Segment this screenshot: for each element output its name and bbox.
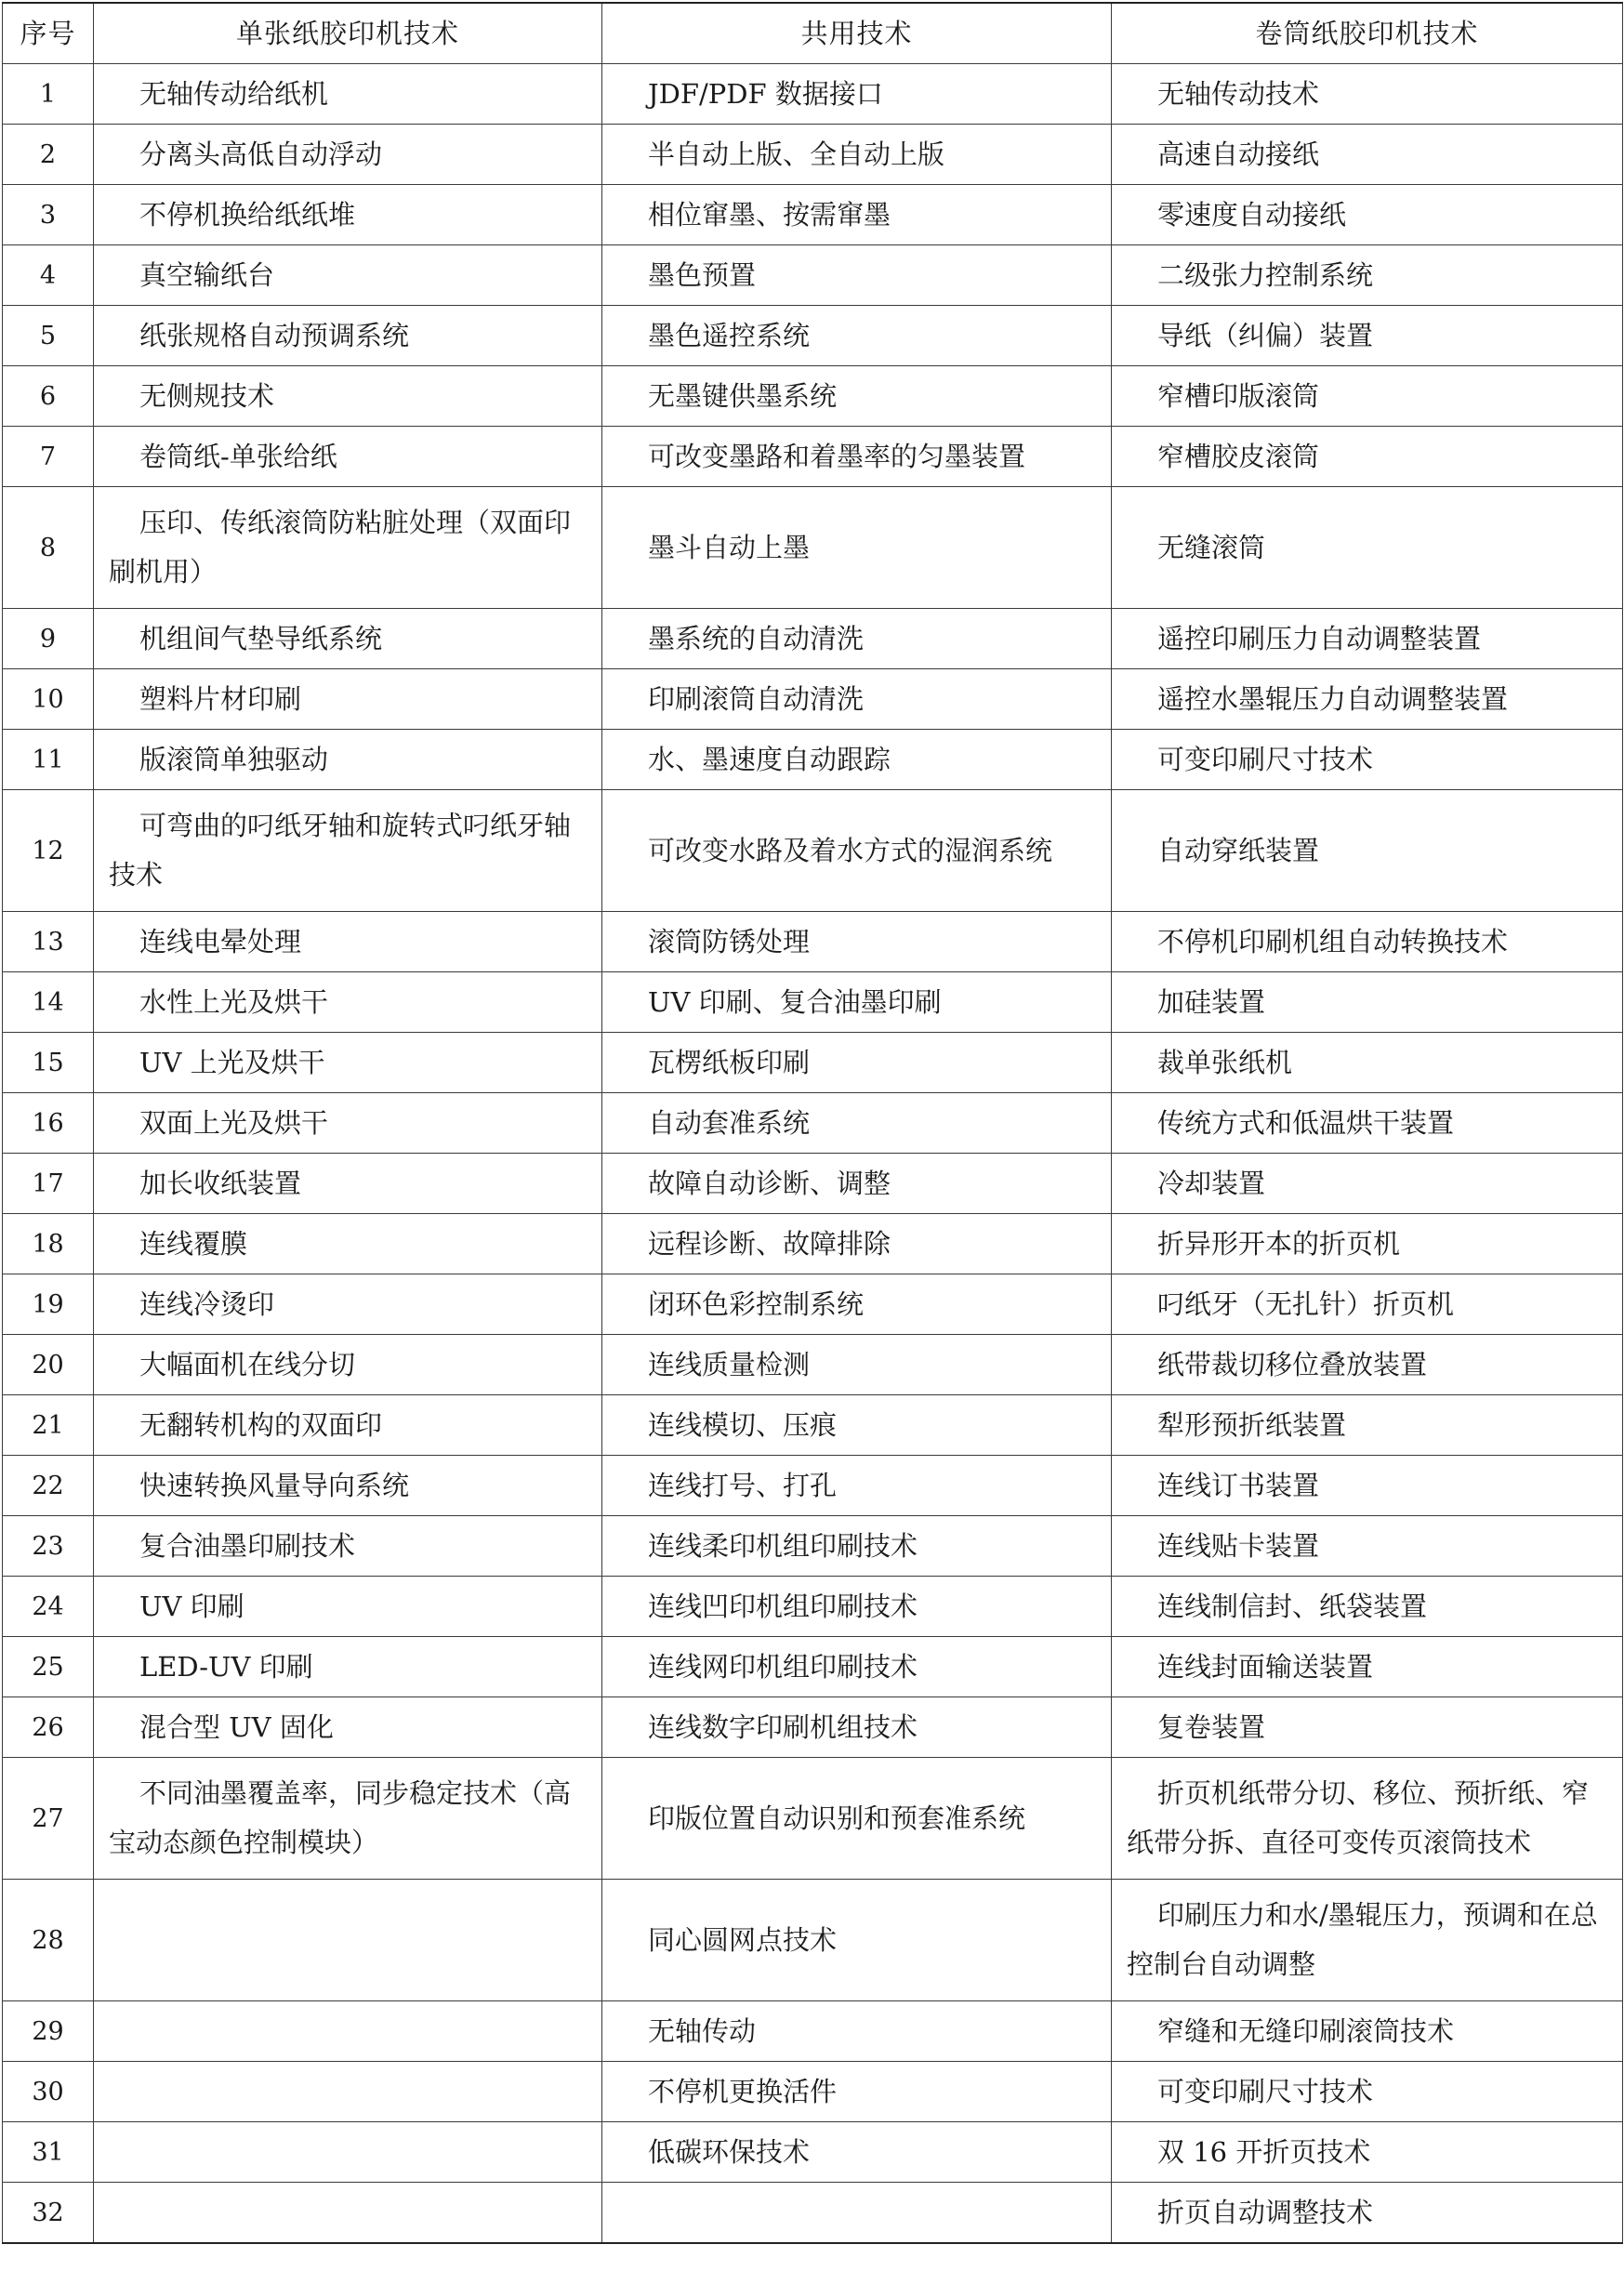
cell-sheetfed-tech: 不同油墨覆盖率，同步稳定技术（高宝动态颜色控制模块） xyxy=(94,1758,602,1880)
table-row xyxy=(3,1033,1623,1093)
table-row xyxy=(3,1697,1623,1758)
table-row xyxy=(3,1335,1623,1395)
cell-webfed-tech: 连线贴卡装置 xyxy=(1112,1516,1623,1577)
cell-webfed-tech: 传统方式和低温烘干装置 xyxy=(1112,1093,1623,1154)
table-row xyxy=(3,1577,1623,1637)
cell-sheetfed-tech: 分离头高低自动浮动 xyxy=(94,125,602,185)
cell-common-tech: 印刷滚筒自动清洗 xyxy=(602,669,1112,730)
cell-common-tech: 低碳环保技术 xyxy=(602,2122,1112,2183)
cell-common-tech: 不停机更换活件 xyxy=(602,2062,1112,2122)
cell-common-tech: 墨色遥控系统 xyxy=(602,306,1112,366)
cell-webfed-tech: 裁单张纸机 xyxy=(1112,1033,1623,1093)
cell-common-tech: 瓦楞纸板印刷 xyxy=(602,1033,1112,1093)
cell-index: 27 xyxy=(3,1758,94,1880)
cell-index: 31 xyxy=(3,2122,94,2183)
cell-index: 3 xyxy=(3,185,94,245)
cell-index: 7 xyxy=(3,427,94,487)
cell-webfed-tech: 折页自动调整技术 xyxy=(1112,2183,1623,2244)
cell-common-tech: 连线质量检测 xyxy=(602,1335,1112,1395)
cell-sheetfed-tech xyxy=(94,2001,602,2062)
table-row xyxy=(3,2001,1623,2062)
table-row xyxy=(3,1637,1623,1697)
cell-common-tech: 墨斗自动上墨 xyxy=(602,487,1112,609)
cell-sheetfed-tech: 水性上光及烘干 xyxy=(94,972,602,1033)
cell-sheetfed-tech: 快速转换风量导向系统 xyxy=(94,1456,602,1516)
table-header xyxy=(3,3,1623,64)
cell-sheetfed-tech: 无轴传动给纸机 xyxy=(94,64,602,125)
cell-sheetfed-tech: 压印、传纸滚筒防粘脏处理（双面印刷机用） xyxy=(94,487,602,609)
cell-sheetfed-tech: 无翻转机构的双面印 xyxy=(94,1395,602,1456)
table-row xyxy=(3,972,1623,1033)
header-index: 序号 xyxy=(3,3,94,64)
cell-webfed-tech: 零速度自动接纸 xyxy=(1112,185,1623,245)
header-common-tech: 共用技术 xyxy=(602,3,1112,64)
cell-index: 19 xyxy=(3,1274,94,1335)
cell-common-tech: 自动套准系统 xyxy=(602,1093,1112,1154)
cell-index: 5 xyxy=(3,306,94,366)
cell-sheetfed-tech: 卷筒纸-单张给纸 xyxy=(94,427,602,487)
table-row xyxy=(3,2122,1623,2183)
cell-webfed-tech: 连线订书装置 xyxy=(1112,1456,1623,1516)
cell-sheetfed-tech xyxy=(94,1880,602,2001)
cell-common-tech: 故障自动诊断、调整 xyxy=(602,1154,1112,1214)
cell-index: 16 xyxy=(3,1093,94,1154)
cell-index: 29 xyxy=(3,2001,94,2062)
cell-sheetfed-tech: 不停机换给纸纸堆 xyxy=(94,185,602,245)
cell-webfed-tech: 叼纸牙（无扎针）折页机 xyxy=(1112,1274,1623,1335)
cell-common-tech: 水、墨速度自动跟踪 xyxy=(602,730,1112,790)
cell-webfed-tech: 纸带裁切移位叠放装置 xyxy=(1112,1335,1623,1395)
cell-webfed-tech: 印刷压力和水/墨辊压力，预调和在总控制台自动调整 xyxy=(1112,1880,1623,2001)
cell-common-tech: UV 印刷、复合油墨印刷 xyxy=(602,972,1112,1033)
table-row xyxy=(3,64,1623,125)
cell-webfed-tech: 窄槽印版滚筒 xyxy=(1112,366,1623,427)
cell-sheetfed-tech: UV 上光及烘干 xyxy=(94,1033,602,1093)
cell-sheetfed-tech: 塑料片材印刷 xyxy=(94,669,602,730)
table-row xyxy=(3,730,1623,790)
cell-webfed-tech: 无轴传动技术 xyxy=(1112,64,1623,125)
cell-webfed-tech: 折页机纸带分切、移位、预折纸、窄纸带分拆、直径可变传页滚筒技术 xyxy=(1112,1758,1623,1880)
table-row xyxy=(3,2183,1623,2244)
cell-sheetfed-tech: 加长收纸装置 xyxy=(94,1154,602,1214)
cell-index: 24 xyxy=(3,1577,94,1637)
cell-common-tech: 连线模切、压痕 xyxy=(602,1395,1112,1456)
cell-common-tech: 连线柔印机组印刷技术 xyxy=(602,1516,1112,1577)
header-sheetfed-tech: 单张纸胶印机技术 xyxy=(94,3,602,64)
table-row xyxy=(3,790,1623,912)
table-row xyxy=(3,609,1623,669)
cell-common-tech: 连线凹印机组印刷技术 xyxy=(602,1577,1112,1637)
cell-index: 26 xyxy=(3,1697,94,1758)
table-row xyxy=(3,2062,1623,2122)
cell-common-tech: 连线打号、打孔 xyxy=(602,1456,1112,1516)
cell-webfed-tech: 导纸（纠偏）装置 xyxy=(1112,306,1623,366)
table-row xyxy=(3,1214,1623,1274)
cell-index: 14 xyxy=(3,972,94,1033)
cell-sheetfed-tech xyxy=(94,2122,602,2183)
table-row xyxy=(3,366,1623,427)
cell-webfed-tech: 复卷装置 xyxy=(1112,1697,1623,1758)
table-row xyxy=(3,1395,1623,1456)
cell-common-tech: 墨系统的自动清洗 xyxy=(602,609,1112,669)
cell-sheetfed-tech: 版滚筒单独驱动 xyxy=(94,730,602,790)
table-row xyxy=(3,245,1623,306)
cell-index: 12 xyxy=(3,790,94,912)
cell-sheetfed-tech: 纸张规格自动预调系统 xyxy=(94,306,602,366)
cell-index: 4 xyxy=(3,245,94,306)
cell-webfed-tech: 连线制信封、纸袋装置 xyxy=(1112,1577,1623,1637)
cell-index: 22 xyxy=(3,1456,94,1516)
cell-webfed-tech: 遥控水墨辊压力自动调整装置 xyxy=(1112,669,1623,730)
cell-index: 1 xyxy=(3,64,94,125)
cell-index: 2 xyxy=(3,125,94,185)
cell-index: 10 xyxy=(3,669,94,730)
table-row xyxy=(3,125,1623,185)
cell-index: 9 xyxy=(3,609,94,669)
cell-sheetfed-tech: 连线覆膜 xyxy=(94,1214,602,1274)
cell-sheetfed-tech: 复合油墨印刷技术 xyxy=(94,1516,602,1577)
cell-common-tech: 可改变水路及着水方式的湿润系统 xyxy=(602,790,1112,912)
cell-sheetfed-tech: 连线电晕处理 xyxy=(94,912,602,972)
table-row xyxy=(3,1093,1623,1154)
printing-technology-table xyxy=(2,2,1623,2244)
cell-sheetfed-tech: 连线冷烫印 xyxy=(94,1274,602,1335)
cell-common-tech: 印版位置自动识别和预套准系统 xyxy=(602,1758,1112,1880)
cell-sheetfed-tech xyxy=(94,2183,602,2244)
cell-webfed-tech: 窄缝和无缝印刷滚筒技术 xyxy=(1112,2001,1623,2062)
table-row xyxy=(3,185,1623,245)
cell-index: 11 xyxy=(3,730,94,790)
cell-webfed-tech: 折异形开本的折页机 xyxy=(1112,1214,1623,1274)
cell-index: 6 xyxy=(3,366,94,427)
table-row xyxy=(3,1154,1623,1214)
printing-technology-table-container xyxy=(2,2,1622,2244)
cell-index: 28 xyxy=(3,1880,94,2001)
cell-webfed-tech: 自动穿纸装置 xyxy=(1112,790,1623,912)
cell-webfed-tech: 双 16 开折页技术 xyxy=(1112,2122,1623,2183)
cell-sheetfed-tech: UV 印刷 xyxy=(94,1577,602,1637)
table-row xyxy=(3,1456,1623,1516)
cell-common-tech: 连线网印机组印刷技术 xyxy=(602,1637,1112,1697)
cell-sheetfed-tech: 混合型 UV 固化 xyxy=(94,1697,602,1758)
cell-common-tech: 闭环色彩控制系统 xyxy=(602,1274,1112,1335)
cell-webfed-tech: 可变印刷尺寸技术 xyxy=(1112,730,1623,790)
table-row xyxy=(3,1516,1623,1577)
cell-webfed-tech: 冷却装置 xyxy=(1112,1154,1623,1214)
cell-index: 21 xyxy=(3,1395,94,1456)
cell-index: 8 xyxy=(3,487,94,609)
cell-index: 17 xyxy=(3,1154,94,1214)
table-row xyxy=(3,1274,1623,1335)
cell-common-tech: 同心圆网点技术 xyxy=(602,1880,1112,2001)
cell-common-tech: 半自动上版、全自动上版 xyxy=(602,125,1112,185)
cell-index: 13 xyxy=(3,912,94,972)
table-body xyxy=(3,64,1623,2244)
table-row xyxy=(3,669,1623,730)
cell-webfed-tech: 加硅装置 xyxy=(1112,972,1623,1033)
cell-index: 18 xyxy=(3,1214,94,1274)
cell-webfed-tech: 遥控印刷压力自动调整装置 xyxy=(1112,609,1623,669)
cell-sheetfed-tech: 机组间气垫导纸系统 xyxy=(94,609,602,669)
table-row xyxy=(3,1758,1623,1880)
header-webfed-tech: 卷筒纸胶印机技术 xyxy=(1112,3,1623,64)
header-row xyxy=(3,3,1623,64)
cell-index: 23 xyxy=(3,1516,94,1577)
cell-webfed-tech: 连线封面输送装置 xyxy=(1112,1637,1623,1697)
cell-common-tech: 可改变墨路和着墨率的匀墨装置 xyxy=(602,427,1112,487)
cell-common-tech xyxy=(602,2183,1112,2244)
cell-sheetfed-tech: 双面上光及烘干 xyxy=(94,1093,602,1154)
cell-sheetfed-tech: 无侧规技术 xyxy=(94,366,602,427)
table-row xyxy=(3,306,1623,366)
table-row xyxy=(3,427,1623,487)
cell-index: 32 xyxy=(3,2183,94,2244)
table-row xyxy=(3,1880,1623,2001)
cell-sheetfed-tech: 大幅面机在线分切 xyxy=(94,1335,602,1395)
cell-common-tech: 墨色预置 xyxy=(602,245,1112,306)
cell-sheetfed-tech: 可弯曲的叼纸牙轴和旋转式叼纸牙轴技术 xyxy=(94,790,602,912)
cell-index: 15 xyxy=(3,1033,94,1093)
cell-webfed-tech: 犁形预折纸装置 xyxy=(1112,1395,1623,1456)
cell-common-tech: 远程诊断、故障排除 xyxy=(602,1214,1112,1274)
cell-webfed-tech: 高速自动接纸 xyxy=(1112,125,1623,185)
cell-common-tech: 无墨键供墨系统 xyxy=(602,366,1112,427)
cell-index: 20 xyxy=(3,1335,94,1395)
table-row xyxy=(3,912,1623,972)
cell-webfed-tech: 无缝滚筒 xyxy=(1112,487,1623,609)
cell-webfed-tech: 不停机印刷机组自动转换技术 xyxy=(1112,912,1623,972)
cell-sheetfed-tech: LED-UV 印刷 xyxy=(94,1637,602,1697)
cell-common-tech: 连线数字印刷机组技术 xyxy=(602,1697,1112,1758)
cell-webfed-tech: 窄槽胶皮滚筒 xyxy=(1112,427,1623,487)
cell-common-tech: 滚筒防锈处理 xyxy=(602,912,1112,972)
cell-webfed-tech: 可变印刷尺寸技术 xyxy=(1112,2062,1623,2122)
table-row xyxy=(3,487,1623,609)
cell-webfed-tech: 二级张力控制系统 xyxy=(1112,245,1623,306)
cell-common-tech: JDF/PDF 数据接口 xyxy=(602,64,1112,125)
cell-common-tech: 相位窜墨、按需窜墨 xyxy=(602,185,1112,245)
cell-sheetfed-tech: 真空输纸台 xyxy=(94,245,602,306)
cell-sheetfed-tech xyxy=(94,2062,602,2122)
cell-index: 30 xyxy=(3,2062,94,2122)
cell-index: 25 xyxy=(3,1637,94,1697)
cell-common-tech: 无轴传动 xyxy=(602,2001,1112,2062)
